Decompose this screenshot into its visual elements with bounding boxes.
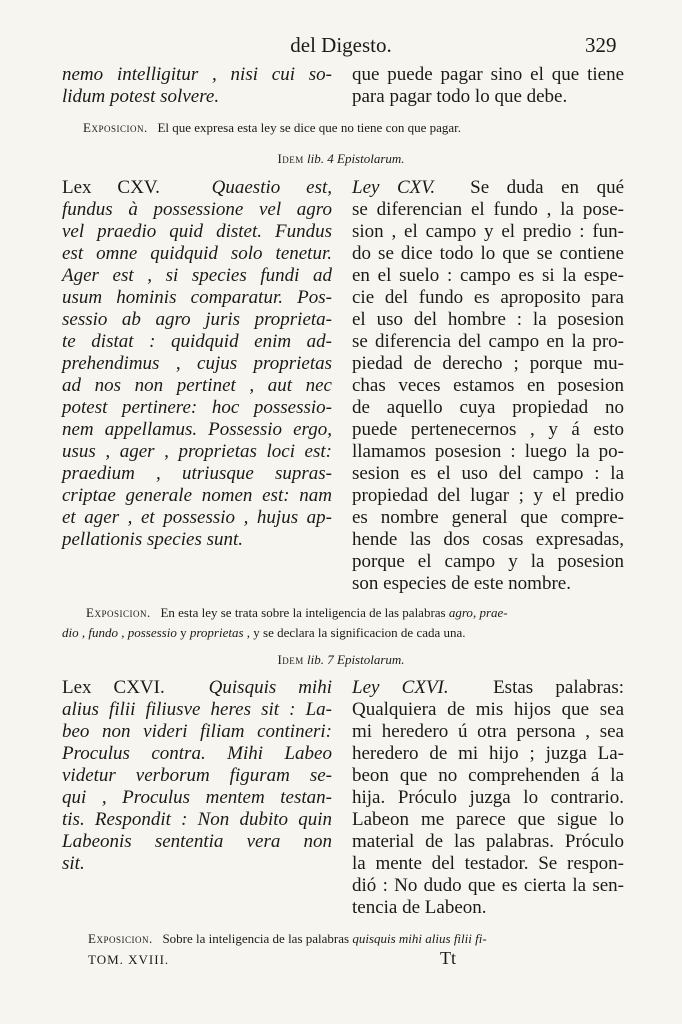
text-line: cie del fundo es aproposito para: [352, 287, 624, 308]
lex-heading: Lex CXVI.: [62, 677, 165, 698]
text-line: llamamos posesion : luego la po-: [352, 441, 624, 462]
lex-heading: Lex CXV.: [62, 177, 160, 198]
citation-text: lib. 4 Epistolarum.: [307, 151, 405, 166]
text-line: Labeon me parece que sigue lo: [352, 809, 624, 830]
text-line: la mente del testador. Se respon-: [352, 853, 624, 874]
text-line: Ley CXV. Se duda en qué: [352, 177, 625, 198]
text-line: lidum potest solvere.: [62, 86, 220, 107]
ley-heading: Ley CXV.: [352, 177, 436, 198]
exposition-label: Exposicion.: [86, 605, 151, 620]
text-line: Qualquiera de mis hijos que sea: [352, 699, 624, 720]
text-line: puede pertenecernos , y á esto: [352, 419, 624, 440]
spanish-continuation: [352, 64, 624, 108]
text-line: fundus à possessione vel agro: [62, 199, 332, 220]
latin-lex-116: [62, 677, 332, 875]
spanish-ley-115: [352, 177, 624, 595]
text-line: para pagar todo lo que debe.: [352, 86, 568, 107]
text-line: tencia de Labeon.: [352, 897, 487, 918]
text-line: de aquello cuya propiedad no: [352, 397, 624, 418]
text-line: son especies de este nombre.: [352, 573, 571, 594]
spanish-ley-116: [352, 677, 624, 919]
exposition-note: Exposicion. En esta ley se trata sobre la inteligencia de las palabras agro, prae-: [86, 605, 508, 620]
text-line: usus , ager , proprietas loci est:: [62, 441, 332, 462]
gathering-mark: Tt: [440, 948, 456, 968]
signature-mark: TOM. XVIII.: [88, 952, 170, 967]
ley-heading: Ley CXVI.: [352, 677, 449, 698]
text-line: hija. Próculo juzga lo contrario.: [352, 787, 624, 808]
text-line: heredero de mi hijo ; juzga La-: [352, 743, 624, 764]
text-line: Lex CXV. Quaestio est,: [62, 177, 332, 198]
exposition-text: El que expresa esta ley se dice que no tiene con que pagar.: [157, 120, 462, 135]
citation-idem: Idem: [277, 652, 304, 667]
text-line: es nombre general que compre-: [352, 507, 624, 528]
text-line: alius filii filiusve heres sit : La-: [62, 699, 332, 720]
text-line: chas veces estamos en posesion: [352, 375, 624, 396]
text-line: Ager est , si species fundi ad: [62, 265, 332, 286]
citation-idem: Idem: [277, 151, 304, 166]
text-line: el uso del hombre : la posesion: [352, 309, 624, 330]
text-line: que puede pagar sino el que tiene: [352, 64, 624, 85]
text-line: praedium , utriusque supras-: [62, 463, 332, 484]
text-line: Lex CXVI. Quisquis mihi: [62, 677, 332, 698]
text-line: nem appellamus. Possessio ergo,: [62, 419, 332, 440]
text-line: usum hominis comparatur. Pos-: [62, 287, 332, 308]
page-number: 329: [585, 33, 617, 57]
text-line: sion , el campo y el predio : fun-: [352, 221, 624, 242]
exposition-label: Exposicion.: [88, 931, 153, 946]
source-citation: [0, 652, 682, 668]
exposition-label: Exposicion.: [83, 120, 148, 135]
text-line: Proculus contra. Mihi Labeo: [62, 743, 332, 764]
text-line: tis. Respondit : Non dubito quin: [62, 809, 332, 830]
text-line: ad nos non pertinet , aut nec: [62, 375, 332, 396]
text-line: do se dice todo lo que se contiene: [352, 243, 624, 264]
text-line: criptae generale nomen est: nam: [62, 485, 332, 506]
text-line: te distat : quidquid enim ad-: [62, 331, 332, 352]
latin-continuation: [62, 64, 332, 108]
text-line: beon que no comprehenden á la: [352, 765, 624, 786]
text-line: potest pertinere: hoc possessio-: [62, 397, 332, 418]
text-line: qui , Proculus mentem testan-: [62, 787, 332, 808]
latin-lex-115: [62, 177, 332, 551]
text-line: pellationis species sunt.: [62, 529, 244, 550]
exposition-note: [83, 120, 461, 136]
exposition-note: Exposicion. Sobre la inteligencia de las palabras quisquis mihi alius filii fi-: [88, 931, 487, 946]
citation-text: lib. 7 Epistolarum.: [307, 652, 405, 667]
text-line: propiedad del lugar ; y el predio: [352, 485, 624, 506]
text-line: hende las dos cosas expresadas,: [352, 529, 624, 550]
text-line: videtur verborum figuram se-: [62, 765, 332, 786]
text-line: porque el campo y la posesion: [352, 551, 624, 572]
text-line: material de las palabras. Próculo: [352, 831, 624, 852]
text-line: nemo intelligitur , nisi cui so-: [62, 64, 332, 85]
text-line: sesion es el uso del campo : la: [352, 463, 624, 484]
text-line: sessio ab agro juris proprieta-: [62, 309, 332, 330]
running-header: del Digesto.: [290, 33, 392, 57]
source-citation: [0, 151, 682, 167]
text-line: sit.: [62, 853, 85, 874]
text-line: vel praedio quid distet. Fundus: [62, 221, 332, 242]
text-line: piedad de derecho ; porque mu-: [352, 353, 624, 374]
text-line: prehendimus , cujus proprietas: [62, 353, 332, 374]
text-line: et ager , et possessio , hujus ap-: [62, 507, 332, 528]
exposition-note-cont: dio , fundo , possessio y proprietas , y se declara la significacion de cada una.: [62, 625, 466, 640]
text-line: est omne quidquid solo tenetur.: [62, 243, 332, 264]
text-line: Ley CXVI. Estas palabras:: [352, 677, 624, 698]
text-line: dió : No dudo que es cierta la sen-: [352, 875, 624, 896]
text-line: se diferencia del campo en la pro-: [352, 331, 624, 352]
text-line: en el suelo : campo es si la espe-: [352, 265, 624, 286]
text-line: Labeonis sententia vera non: [62, 831, 332, 852]
text-line: mi heredero ú otra persona , sea: [352, 721, 624, 742]
text-line: beo non videri filiam contineri:: [62, 721, 332, 742]
text-line: se diferencian el fundo , la pose-: [352, 199, 624, 220]
